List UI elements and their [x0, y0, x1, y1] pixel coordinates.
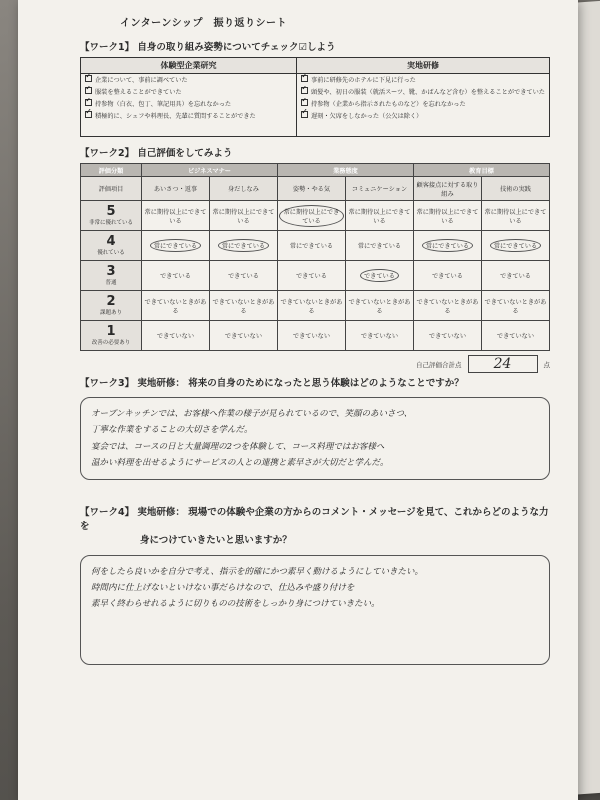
work4-answer-box	[80, 555, 550, 665]
level-label: 普通	[105, 280, 117, 286]
level-number: 4	[106, 234, 116, 249]
checklist-item	[297, 109, 549, 121]
work2-heading: 【ワーク2】 自己評価をしてみよう	[80, 148, 233, 159]
evaluation-cell-text: 常に期待以上にできている	[279, 205, 344, 227]
work1-left-column	[81, 58, 297, 136]
evaluation-cell-text: 常に期待以上にできている	[144, 208, 207, 225]
checkbox-icon	[85, 99, 92, 106]
work3-question: 【ワーク3】 実地研修： 将来の自身のためになったと思う体験はどのようなことですか？	[80, 378, 464, 389]
level-label-cell	[81, 321, 142, 351]
evaluation-cell-text: 常にできている	[150, 239, 201, 252]
level-label-cell	[81, 261, 142, 291]
checklist-item-text: 持参物（企業から指示されたものなど）を忘れなかった	[310, 100, 466, 108]
evaluation-cell	[141, 291, 209, 321]
work1-right-items	[297, 74, 549, 121]
checklist-item	[81, 74, 296, 86]
evaluation-cell-text: 常にできている	[218, 239, 269, 252]
checkbox-icon	[85, 75, 92, 82]
checkbox-icon	[301, 111, 308, 118]
checklist-item	[81, 109, 296, 121]
evaluation-cell	[209, 231, 277, 261]
evaluation-cell-text: 常にできている	[490, 239, 541, 252]
evaluation-cell-text: できていないときがある	[212, 298, 275, 315]
evaluation-cell-text: できていない	[292, 333, 331, 340]
self-evaluation-table	[80, 163, 550, 351]
evaluation-cell	[345, 291, 413, 321]
level-number: 1	[106, 324, 116, 339]
evaluation-cell	[481, 201, 549, 231]
evaluation-cell-text: できていない	[224, 333, 263, 340]
work4-question-line2: 身につけていきたいと思いますか？	[140, 535, 292, 547]
evaluation-cell	[209, 201, 277, 231]
evaluation-cell	[413, 321, 481, 351]
work1-checklist	[80, 57, 550, 137]
evaluation-cell-text: できていないときがある	[484, 298, 547, 315]
document-title: インターンシップ 振り返りシート	[120, 18, 287, 29]
level-label: 非常に優れている	[88, 220, 133, 226]
evaluation-cell-text: できている	[500, 273, 531, 280]
evaluation-cell-text: できていないときがある	[144, 298, 207, 315]
evaluation-cell	[413, 201, 481, 231]
handwritten-line: 素早く終わらせれるように切りものの技術をしっかり身につけていきたい。	[91, 598, 380, 609]
evaluation-cell-text: できている	[160, 273, 191, 280]
evaluation-cell	[413, 291, 481, 321]
checklist-item-text: 持参物（白衣、包丁、筆記用具）を忘れなかった	[95, 100, 232, 108]
checkbox-icon	[301, 75, 308, 82]
evaluation-cell-text: できている	[360, 269, 399, 282]
level-label-cell	[81, 201, 142, 231]
evaluation-cell-text: 常にできている	[422, 239, 473, 252]
checklist-item-text: 遅刻・欠席をしなかった（公欠は除く）	[310, 112, 423, 120]
evaluation-cell	[209, 321, 277, 351]
evaluation-cell	[345, 231, 413, 261]
evaluation-cell-text: できていないときがある	[416, 298, 479, 315]
work3-answer-box	[80, 397, 550, 480]
items-label: 評価項目	[81, 177, 142, 201]
total-score-label: 自己評価合計点	[416, 360, 462, 369]
evaluation-cell-text: 常に期待以上にできている	[212, 208, 275, 225]
level-number: 5	[106, 204, 116, 219]
checklist-item	[297, 86, 549, 98]
evaluation-cell	[141, 321, 209, 351]
work1-right-column	[297, 58, 549, 136]
handwritten-line: オープンキッチンでは、お客様へ作業の様子が見られているので、笑顔のあいさつ、	[91, 409, 413, 420]
handwritten-line: 丁寧な作業をすることの大切さを学んだ。	[91, 425, 253, 436]
total-score-box	[468, 355, 538, 373]
checkbox-icon	[301, 99, 308, 106]
column-header: コミュニケーション	[345, 177, 413, 201]
evaluation-cell	[277, 321, 345, 351]
level-number: 3	[106, 264, 116, 279]
work3-answer	[91, 406, 539, 471]
checkbox-icon	[85, 87, 92, 94]
level-label: 優れている	[97, 250, 125, 256]
handwritten-line: 時間内に仕上げないといけない事だらけなので、仕込みや盛り付けを	[91, 582, 355, 593]
checklist-item-text: 服装を整えることができていた	[95, 89, 182, 97]
handwritten-line: 宴会では、コースの日と大量調理の2つを体験して、コース料理ではお客様へ	[91, 441, 385, 452]
handwritten-line: 温かい料理を出せるようにサービスの人との連携と素早さが大切だと学んだ。	[91, 457, 389, 468]
evaluation-cell	[141, 261, 209, 291]
evaluation-cell	[277, 291, 345, 321]
checklist-item-text: 積極的に、シェフや料理長、先輩に質問することができた	[95, 112, 256, 120]
evaluation-cell	[413, 231, 481, 261]
category-label: 評価分類	[81, 164, 142, 177]
group-business-manners: ビジネスマナー	[141, 164, 277, 177]
evaluation-cell-text: できている	[432, 273, 463, 280]
evaluation-cell	[277, 231, 345, 261]
checklist-item	[81, 98, 296, 110]
column-header: 技術の実践	[481, 177, 549, 201]
level-label: 課題あり	[99, 310, 122, 316]
checkbox-icon	[301, 87, 308, 94]
evaluation-cell-text: 常に期待以上にできている	[416, 208, 479, 225]
work4-answer	[91, 564, 539, 612]
work4-question	[80, 506, 550, 549]
work4-question-line1: 【ワーク4】 実地研修： 現場での体験や企業の方からのコメント・メッセージを見て、これからどのような力を	[80, 506, 549, 533]
evaluation-cell-text: できていないときがある	[348, 298, 411, 315]
evaluation-cell-text: できていない	[360, 333, 399, 340]
evaluation-cell	[413, 261, 481, 291]
evaluation-cell	[141, 231, 209, 261]
checklist-item-text: 事前に研修先のホテルに下見に行った	[310, 77, 416, 85]
work1-right-title: 実地研修	[297, 58, 549, 74]
level-label-cell	[81, 291, 142, 321]
checkbox-icon	[85, 111, 92, 118]
level-number: 2	[106, 294, 116, 309]
evaluation-cell-text: できていない	[496, 333, 535, 340]
checklist-item-text: 企業について、事前に調べていた	[95, 77, 188, 85]
evaluation-cell	[345, 261, 413, 291]
evaluation-cell-text: できている	[228, 273, 259, 280]
column-header: 姿勢・やる気	[277, 177, 345, 201]
total-score-row	[80, 355, 550, 373]
group-work-attitude: 業務態度	[277, 164, 413, 177]
level-label-cell	[81, 231, 142, 261]
evaluation-cell	[481, 261, 549, 291]
work1-heading: 【ワーク1】 自身の取り組み姿勢についてチェック☑しよう	[80, 42, 336, 53]
evaluation-cell-text: できていない	[156, 333, 195, 340]
group-education-goals: 教育目標	[413, 164, 549, 177]
evaluation-cell	[209, 291, 277, 321]
total-score-unit: 点	[543, 360, 550, 369]
column-header: あいさつ・返事	[141, 177, 209, 201]
evaluation-cell	[277, 201, 345, 231]
evaluation-cell-text: できていない	[428, 333, 467, 340]
work1-left-title: 体験型企業研究	[81, 58, 296, 74]
checklist-item	[297, 74, 549, 86]
total-score-value: 24	[493, 356, 512, 372]
evaluation-cell	[481, 321, 549, 351]
evaluation-cell-text: できていないときがある	[280, 298, 343, 315]
evaluation-cell	[481, 291, 549, 321]
evaluation-cell-text: 常にできている	[357, 243, 402, 250]
evaluation-cell	[209, 261, 277, 291]
work1-left-items	[81, 74, 296, 121]
column-header: 顧客接点に対する取り組み	[413, 177, 481, 201]
evaluation-cell-text: 常にできている	[289, 243, 334, 250]
evaluation-cell-text: できている	[296, 273, 327, 280]
reflection-sheet	[18, 0, 578, 800]
column-header: 身だしなみ	[209, 177, 277, 201]
evaluation-cell	[277, 261, 345, 291]
evaluation-cell-text: 常に期待以上にできている	[484, 208, 547, 225]
evaluation-cell-text: 常に期待以上にできている	[348, 208, 411, 225]
handwritten-line: 何をしたら良いかを自分で考え、指示を的確にかつ素早く動けるようにしていきたい。	[91, 566, 424, 577]
evaluation-cell	[141, 201, 209, 231]
evaluation-cell	[481, 231, 549, 261]
checklist-item	[297, 98, 549, 110]
evaluation-cell	[345, 321, 413, 351]
checklist-item	[81, 86, 296, 98]
evaluation-cell	[345, 201, 413, 231]
checklist-item-text: 頭髪や、初日の服装（就活スーツ、靴、かばんなど含む）を整えることができていた	[310, 89, 545, 97]
level-label: 改善の必要あり	[91, 340, 131, 346]
